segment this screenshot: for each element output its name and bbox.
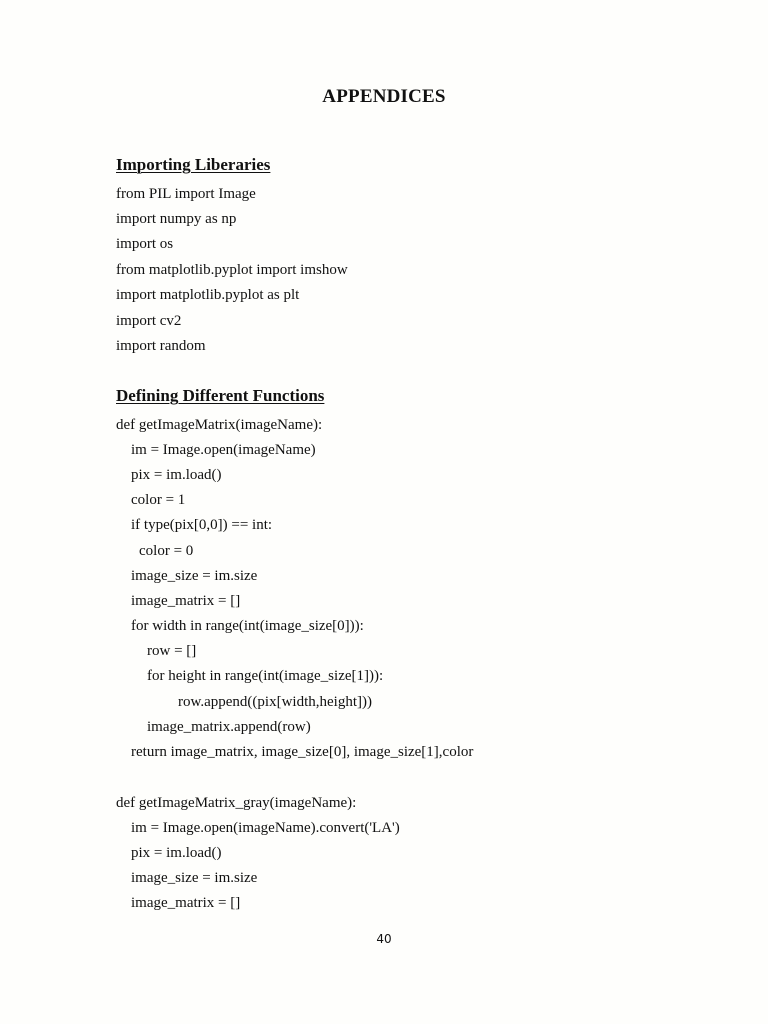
code-line: if type(pix[0,0]) == int: (131, 517, 273, 533)
code-line: image_matrix = [] (131, 895, 241, 911)
code-line: row = [] (147, 643, 197, 659)
code-line: import os (116, 236, 174, 252)
code-line: import matplotlib.pyplot as plt (116, 287, 300, 303)
code-line: image_matrix.append(row) (147, 719, 311, 735)
code-line: from PIL import Image (116, 186, 256, 202)
code-line: def getImageMatrix_gray(imageName): (116, 795, 357, 811)
code-line: return image_matrix, image_size[0], image_size[1],color (131, 744, 474, 760)
section-heading-importing: Importing Liberaries (116, 155, 271, 174)
code-line: import random (116, 338, 206, 354)
code-line: import cv2 (116, 313, 182, 329)
page-number: 40 (376, 932, 392, 946)
code-line: def getImageMatrix(imageName): (116, 417, 323, 433)
section-heading-functions: Defining Different Functions (116, 386, 325, 405)
code-line: image_matrix = [] (131, 593, 241, 609)
code-line: row.append((pix[width,height])) (178, 694, 372, 710)
code-line: color = 1 (131, 492, 186, 508)
code-line: image_size = im.size (131, 870, 258, 886)
code-line: for height in range(int(image_size[1])): (147, 668, 384, 684)
code-line: im = Image.open(imageName) (131, 442, 316, 458)
page-title: APPENDICES (322, 86, 446, 107)
code-line: pix = im.load() (131, 467, 222, 483)
code-line: image_size = im.size (131, 568, 258, 584)
code-line: from matplotlib.pyplot import imshow (116, 262, 348, 278)
code-line: pix = im.load() (131, 845, 222, 861)
code-line: color = 0 (139, 543, 194, 559)
code-line: for width in range(int(image_size[0])): (131, 618, 364, 634)
code-line: import numpy as np (116, 211, 237, 227)
code-line: im = Image.open(imageName).convert('LA') (131, 820, 400, 836)
